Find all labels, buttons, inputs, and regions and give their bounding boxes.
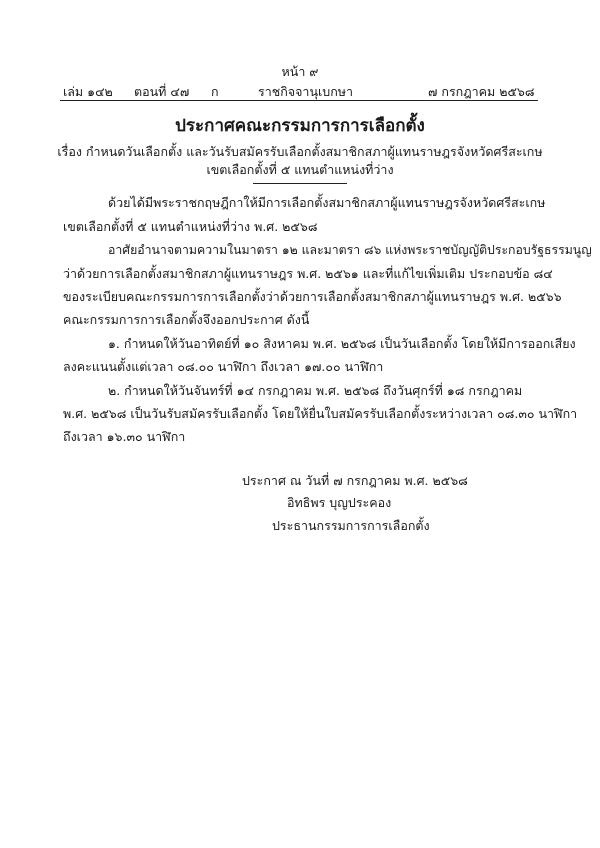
paragraph-1-line-2: เขตเลือกตั้งที่ ๕ แทนตำแหน่งที่ว่าง พ.ศ. ๒๕๖๘: [63, 219, 318, 234]
signatory-name: อิทธิพร บุญประคอง: [287, 495, 392, 510]
gazette-name: ราชกิจจานุเบกษา: [258, 84, 354, 99]
item-2-line-1: ๒. กำหนดให้วันจันทร์ที่ ๑๔ กรกฎาคม พ.ศ. ๒๕๖๘ ถึงวันศุกร์ที่ ๑๘ กรกฎาคม: [108, 383, 523, 398]
section-letter: ก: [211, 84, 219, 99]
paragraph-2-line-1: อาศัยอำนาจตามความในมาตรา ๑๒ และมาตรา ๘๖ แห่งพระราชบัญญัติประกอบรัฐธรรมนูญ: [108, 243, 592, 257]
announcement-subject-line1: เรื่อง กำหนดวันเลือกตั้ง และวันรับสมัครรับเลือกตั้งสมาชิกสภาผู้แทนราษฎรจังหวัดศรีสะเกษ: [57, 144, 543, 159]
paragraph-2-line-4: คณะกรรมการการเลือกตั้งจึงออกประกาศ ดังนี้: [63, 312, 310, 327]
page-number: หน้า ๙: [281, 64, 319, 79]
title-divider: [253, 183, 347, 184]
paragraph-2-line-3: ของระเบียบคณะกรรมการการเลือกตั้งว่าด้วยการเลือกตั้งสมาชิกสภาผู้แทนราษฎร พ.ศ. ๒๕๖๖: [63, 289, 562, 304]
announcement-subject-line2: เขตเลือกตั้งที่ ๕ แทนตำแหน่งที่ว่าง: [206, 162, 394, 177]
item-1-line-2: ลงคะแนนตั้งแต่เวลา ๐๘.๐๐ นาฬิกา ถึงเวลา ๑๗.๐๐ นาฬิกา: [63, 359, 384, 374]
issue-number: ตอนที่ ๔๗: [134, 84, 190, 99]
paragraph-1-line-1: ด้วยได้มีพระราชกฤษฎีกาให้มีการเลือกตั้งสมาชิกสภาผู้แทนราษฎรจังหวัดศรีสะเกษ: [108, 195, 546, 210]
announcement-title: ประกาศคณะกรรมการการเลือกตั้ง: [175, 116, 425, 136]
signature-date: ประกาศ ณ วันที่ ๗ กรกฎาคม พ.ศ. ๒๕๖๘: [242, 473, 468, 488]
item-2-line-3: ถึงเวลา ๑๖.๓๐ นาฬิกา: [63, 429, 186, 444]
signatory-position: ประธานกรรมการการเลือกตั้ง: [272, 518, 430, 533]
item-1-line-1: ๑. กำหนดให้วันอาทิตย์ที่ ๑๐ สิงหาคม พ.ศ. ๒๕๖๘ เป็นวันเลือกตั้ง โดยให้มีการออกเสียง: [108, 336, 576, 351]
volume-number: เล่ม ๑๔๒: [63, 84, 113, 99]
header-rule: [60, 100, 538, 101]
paragraph-2-line-2: ว่าด้วยการเลือกตั้งสมาชิกสภาผู้แทนราษฎร พ.ศ. ๒๕๖๑ และที่แก้ไขเพิ่มเติม ประกอบข้อ ๘๔: [63, 266, 553, 281]
gazette-date: ๗ กรกฎาคม ๒๕๖๘: [428, 84, 535, 99]
item-2-line-2: พ.ศ. ๒๕๖๘ เป็นวันรับสมัครรับเลือกตั้ง โดยให้ยื่นใบสมัครรับเลือกตั้งระหว่างเวลา ๐๘.๓๐ นาฬิกา: [63, 406, 578, 421]
